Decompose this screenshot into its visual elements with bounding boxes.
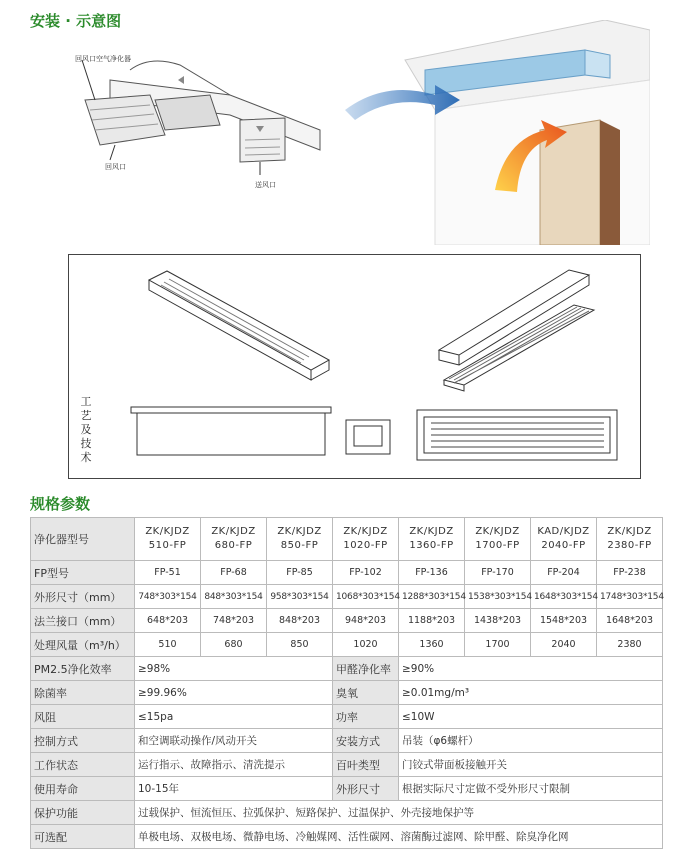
table-cell: 848*303*154 [201, 585, 267, 609]
callout-supply: 送风口 [255, 181, 276, 189]
table-cell: 748*303*154 [135, 585, 201, 609]
table-cell: 吊装（φ6螺杆） [399, 729, 663, 753]
table-cell: FP-68 [201, 561, 267, 585]
table-cell: 958*303*154 [267, 585, 333, 609]
row-label: PM2.5净化效率 [31, 657, 135, 681]
model-cell: ZK/KJDZ 680-FP [201, 518, 267, 561]
callout-return-purifier: 回风口空气净化器 [75, 55, 131, 63]
table-cell: 1648*303*154 [531, 585, 597, 609]
installation-sketch [70, 40, 330, 210]
row-label: 可选配 [31, 825, 135, 849]
model-cell: KAD/KJDZ 2040-FP [531, 518, 597, 561]
row-label: 甲醛净化率 [333, 657, 399, 681]
table-cell: 门铰式带面板接触开关 [399, 753, 663, 777]
row-label: 外形尺寸（mm） [31, 585, 135, 609]
table-cell: 运行指示、故障指示、清洗提示 [135, 753, 333, 777]
row-label: 保护功能 [31, 801, 135, 825]
table-cell: 1648*203 [597, 609, 663, 633]
table-row [31, 825, 663, 849]
row-label: 净化器型号 [31, 518, 135, 561]
table-cell: 948*203 [333, 609, 399, 633]
process-drawing-panel [68, 254, 641, 479]
table-row [31, 681, 663, 705]
table-cell: 1748*303*154 [597, 585, 663, 609]
table-cell: 748*203 [201, 609, 267, 633]
section-title-specs: 规格参数 [30, 495, 91, 513]
model-cell: ZK/KJDZ 850-FP [267, 518, 333, 561]
table-cell: ≥99.96% [135, 681, 333, 705]
table-cell: 1700 [465, 633, 531, 657]
installation-render [345, 20, 650, 245]
equipment-drawings [69, 255, 640, 478]
table-cell: 2040 [531, 633, 597, 657]
table-cell: 1188*203 [399, 609, 465, 633]
table-cell: 根据实际尺寸定做不受外形尺寸限制 [399, 777, 663, 801]
row-label: 使用寿命 [31, 777, 135, 801]
table-cell: ≥90% [399, 657, 663, 681]
table-cell: FP-136 [399, 561, 465, 585]
row-label: 控制方式 [31, 729, 135, 753]
table-row [31, 777, 663, 801]
table-cell: 680 [201, 633, 267, 657]
table-cell: ≤15pa [135, 705, 333, 729]
model-cell: ZK/KJDZ 1700-FP [465, 518, 531, 561]
row-label: 百叶类型 [333, 753, 399, 777]
table-cell: 1020 [333, 633, 399, 657]
table-cell: 848*203 [267, 609, 333, 633]
model-cell: ZK/KJDZ 2380-FP [597, 518, 663, 561]
table-cell: 1288*303*154 [399, 585, 465, 609]
row-label: FP型号 [31, 561, 135, 585]
table-cell: 1538*303*154 [465, 585, 531, 609]
table-cell: 过载保护、恒流恒压、拉弧保护、短路保护、过温保护、外壳接地保护等 [135, 801, 663, 825]
table-cell: 1548*203 [531, 609, 597, 633]
model-cell: ZK/KJDZ 510-FP [135, 518, 201, 561]
table-cell: ≥0.01mg/m³ [399, 681, 663, 705]
table-cell: FP-85 [267, 561, 333, 585]
table-cell: 1438*203 [465, 609, 531, 633]
model-cell: ZK/KJDZ 1360-FP [399, 518, 465, 561]
table-row [31, 753, 663, 777]
table-cell: 和空调联动操作/风动开关 [135, 729, 333, 753]
spec-table [30, 517, 663, 849]
row-label: 风阻 [31, 705, 135, 729]
row-label: 臭氧 [333, 681, 399, 705]
table-cell: ≤10W [399, 705, 663, 729]
vertical-label-process: 工艺及技术 [80, 395, 92, 464]
table-cell: 648*203 [135, 609, 201, 633]
row-label: 处理风量（m³/h） [31, 633, 135, 657]
table-row-models [31, 518, 663, 561]
section-title-install: 安装 · 示意图 [30, 12, 122, 30]
row-label: 法兰接口（mm） [31, 609, 135, 633]
table-cell: 1360 [399, 633, 465, 657]
table-cell: FP-204 [531, 561, 597, 585]
table-cell: 单极电场、双极电场、微静电场、冷触媒网、活性碳网、溶菌酶过滤网、除甲醛、除臭净化网 [135, 825, 663, 849]
table-cell: 10-15年 [135, 777, 333, 801]
model-cell: ZK/KJDZ 1020-FP [333, 518, 399, 561]
callout-return: 回风口 [105, 163, 126, 171]
table-row [31, 705, 663, 729]
table-row [31, 561, 663, 585]
table-row [31, 585, 663, 609]
row-label: 安装方式 [333, 729, 399, 753]
table-cell: 850 [267, 633, 333, 657]
row-label: 除菌率 [31, 681, 135, 705]
table-row [31, 801, 663, 825]
table-cell: 2380 [597, 633, 663, 657]
table-cell: ≥98% [135, 657, 333, 681]
row-label: 工作状态 [31, 753, 135, 777]
table-cell: FP-170 [465, 561, 531, 585]
table-row [31, 609, 663, 633]
table-cell: FP-238 [597, 561, 663, 585]
table-row [31, 633, 663, 657]
table-row [31, 657, 663, 681]
row-label: 外形尺寸 [333, 777, 399, 801]
table-row [31, 729, 663, 753]
table-cell: 510 [135, 633, 201, 657]
table-cell: 1068*303*154 [333, 585, 399, 609]
table-cell: FP-102 [333, 561, 399, 585]
row-label: 功率 [333, 705, 399, 729]
table-cell: FP-51 [135, 561, 201, 585]
